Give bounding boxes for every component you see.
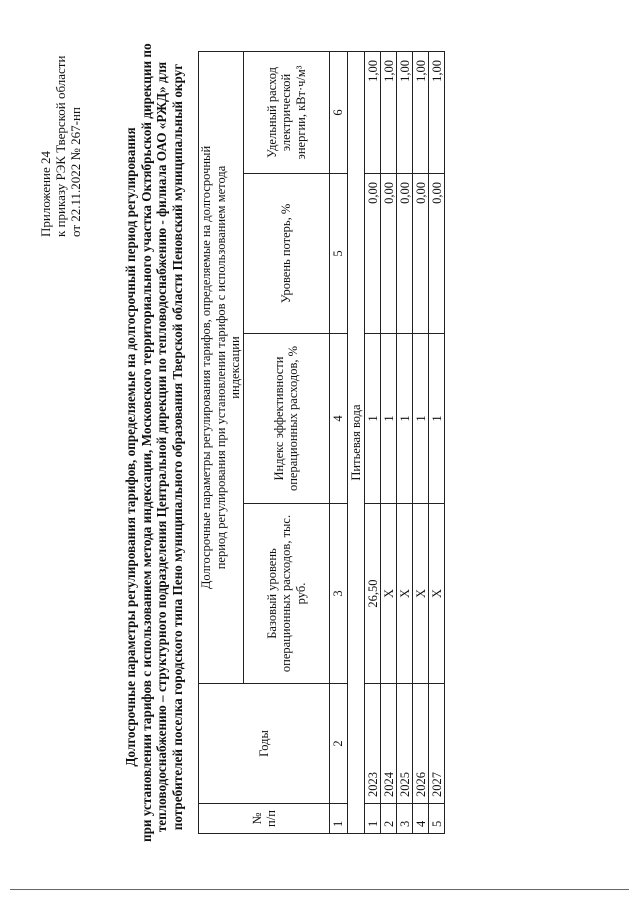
row-energy: 1,00 bbox=[365, 52, 381, 174]
row-losses: 0,00 bbox=[429, 174, 445, 334]
row-energy: 1,00 bbox=[413, 52, 429, 174]
header-group: Долгосрочные параметры регулирования тарифов, определяемые на долгосрочный период регулирования при установлении тарифов с использованием метода индексации bbox=[199, 52, 244, 684]
row-index: 1 bbox=[429, 334, 445, 504]
tariff-parameters-table bbox=[198, 51, 445, 834]
appendix-line-2: к приказу РЭК Тверской области bbox=[53, 55, 68, 237]
row-base: 26,50 bbox=[365, 504, 381, 684]
column-number: 6 bbox=[330, 52, 348, 174]
row-energy: 1,00 bbox=[381, 52, 397, 174]
row-year: 2023 bbox=[365, 684, 381, 804]
table-row bbox=[429, 52, 445, 834]
column-number: 3 bbox=[330, 504, 348, 684]
header-num: № п/п bbox=[199, 804, 330, 834]
appendix-block bbox=[38, 2, 83, 237]
row-energy: 1,00 bbox=[429, 52, 445, 174]
row-index: 1 bbox=[365, 334, 381, 504]
table-row bbox=[365, 52, 381, 834]
title-line-2: при установлении тарифов с использованием метода индексации, Московского территориального участка Октябрьской дирекции по bbox=[138, 43, 154, 842]
row-year: 2025 bbox=[397, 684, 413, 804]
row-num: 3 bbox=[397, 804, 413, 834]
document-title bbox=[123, 43, 185, 842]
row-year: 2024 bbox=[381, 684, 397, 804]
header-row-1 bbox=[199, 52, 244, 834]
title-line-1: Долгосрочные параметры регулирования тарифов, определяемые на долгосрочный период регулирования bbox=[123, 127, 138, 767]
column-number: 2 bbox=[330, 684, 348, 804]
row-losses: 0,00 bbox=[365, 174, 381, 334]
row-num: 1 bbox=[365, 804, 381, 834]
appendix-line-3: от 22.11.2022 № 267-нп bbox=[68, 107, 83, 237]
row-year: 2026 bbox=[413, 684, 429, 804]
row-losses: 0,00 bbox=[381, 174, 397, 334]
header-years: Годы bbox=[199, 684, 330, 804]
header-losses: Уровень потерь, % bbox=[243, 174, 330, 334]
table-row bbox=[381, 52, 397, 834]
header-energy: Удельный расход электрической энергии, кВт·ч/м³ bbox=[243, 52, 330, 174]
column-number: 1 bbox=[330, 804, 348, 834]
row-year: 2027 bbox=[429, 684, 445, 804]
page-divider-line bbox=[10, 889, 629, 890]
column-number: 5 bbox=[330, 174, 348, 334]
row-base: X bbox=[397, 504, 413, 684]
row-index: 1 bbox=[397, 334, 413, 504]
header-base-level: Базовый уровень операционных расходов, тыс. руб. bbox=[243, 504, 330, 684]
table-row bbox=[397, 52, 413, 834]
row-base: X bbox=[413, 504, 429, 684]
row-num: 5 bbox=[429, 804, 445, 834]
title-line-4: потребителей поселка городского типа Пено муниципального образования Тверской области Пеновский муниципальный округ bbox=[169, 63, 185, 831]
row-base: X bbox=[429, 504, 445, 684]
section-row bbox=[348, 52, 365, 834]
table-row bbox=[413, 52, 429, 834]
row-num: 2 bbox=[381, 804, 397, 834]
title-line-3: тепловодоснабжению – структурного подразделения Центральной дирекции по тепловодоснабжению - филиала ОАО «РЖД» для bbox=[154, 61, 169, 833]
row-energy: 1,00 bbox=[397, 52, 413, 174]
row-index: 1 bbox=[381, 334, 397, 504]
row-base: X bbox=[381, 504, 397, 684]
row-num: 4 bbox=[413, 804, 429, 834]
row-index: 1 bbox=[413, 334, 429, 504]
appendix-line-1: Приложение 24 bbox=[38, 150, 53, 237]
row-losses: 0,00 bbox=[397, 174, 413, 334]
rotated-page-content bbox=[38, 2, 638, 862]
column-number: 4 bbox=[330, 334, 348, 504]
section-label: Питьевая вода bbox=[348, 52, 365, 834]
column-number-row bbox=[330, 52, 348, 834]
header-efficiency: Индекс эффективности операционных расходов, % bbox=[243, 334, 330, 504]
row-losses: 0,00 bbox=[413, 174, 429, 334]
